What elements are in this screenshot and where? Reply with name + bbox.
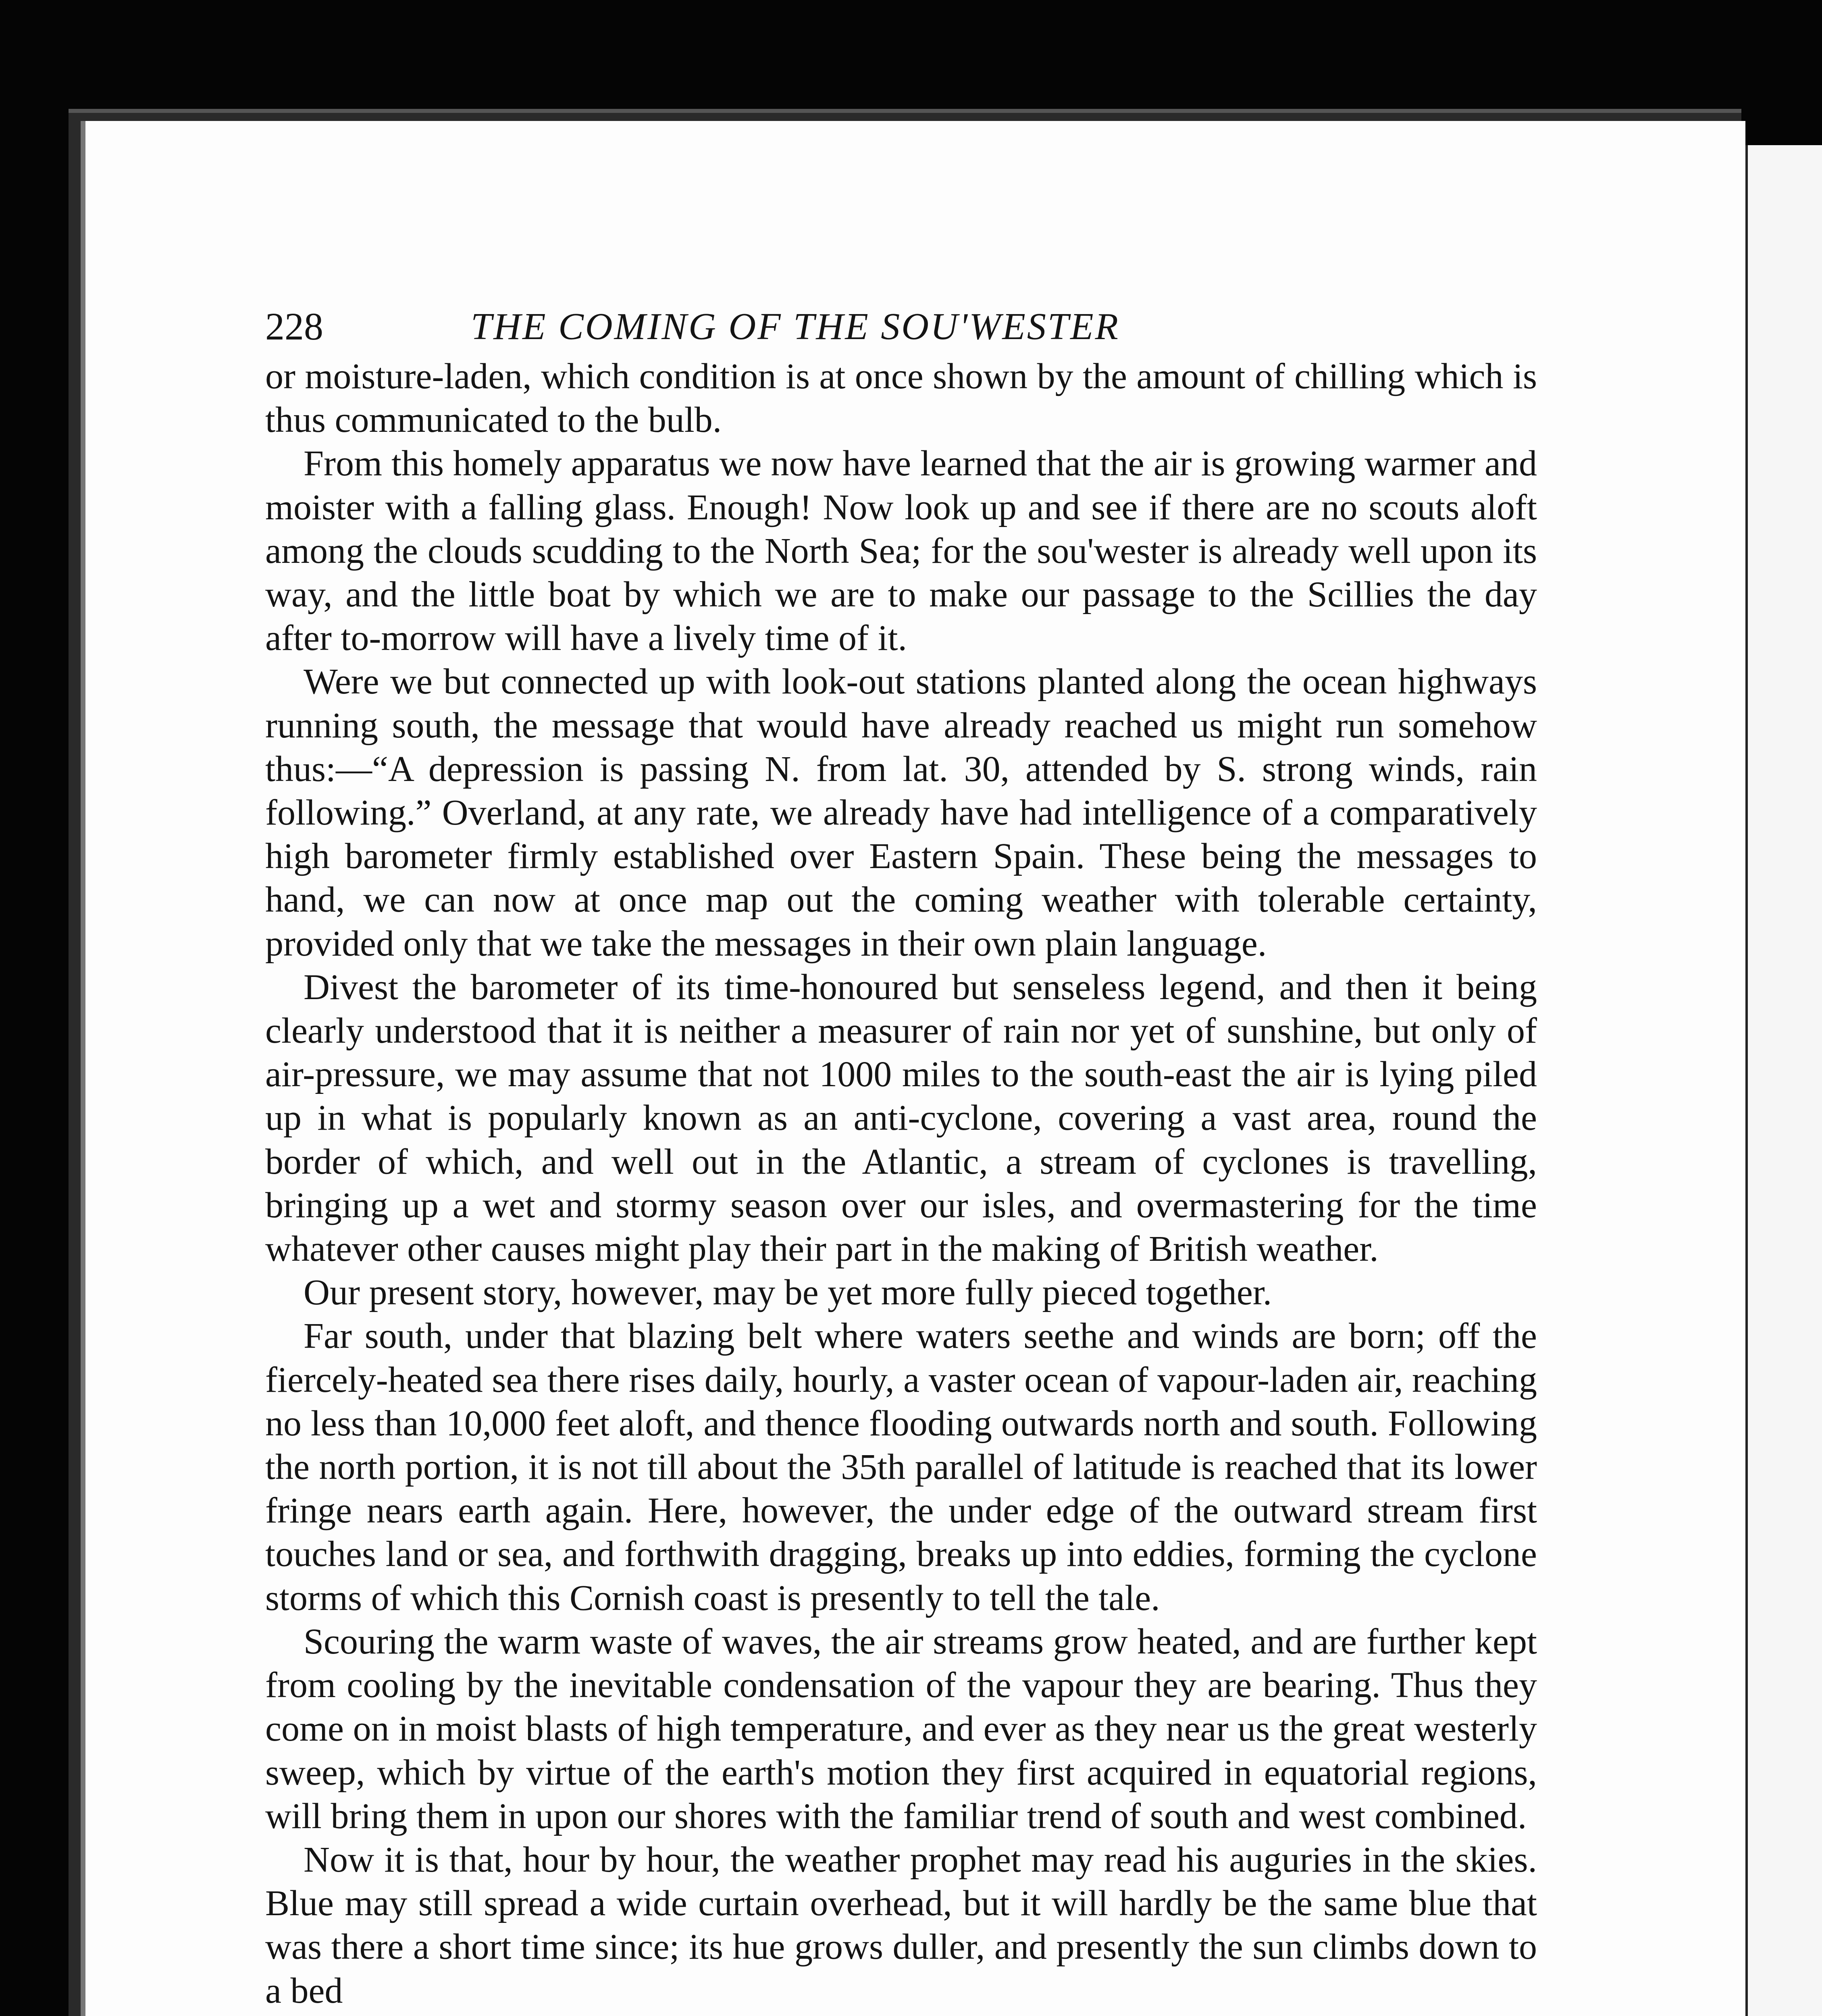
next-page-edge <box>1745 145 1822 2016</box>
paragraph: From this homely apparatus we now have learned that the air is growing warmer and moister with a falling glass. Enough! Now look up and see if there are no scouts aloft among the clouds scudding to the North Sea; for the sou'wester is already well upon its way, and the little boat by which we are to make our passage to the Scillies the day after to-morrow will have a lively time of it. <box>265 444 1537 658</box>
body-text <box>265 355 1537 2013</box>
paragraph: Were we but connected up with look-out stations planted along the ocean highways running south, the message that would have already reached us might run somehow thus:—“A depression is passing N. from lat. 30, attended by S. strong winds, rain following.” Overland, at any rate, we already have had intelligence of a comparatively high barometer firmly established over Eastern Spain. These being the messages to hand, we can now at once map out the coming weather with tolerable certainty, provided only that we take the messages in their own plain language. <box>265 662 1537 964</box>
running-head <box>265 298 1537 355</box>
paragraph: Our present story, however, may be yet more fully pieced together. <box>304 1272 1272 1313</box>
paragraph: or moisture-laden, which condition is at once shown by the amount of chilling which is thus communicated to the bulb. <box>265 356 1537 440</box>
paragraph: Far south, under that blazing belt where waters seethe and winds are born; off the fiercely-heated sea there rises daily, hourly, a vaster ocean of vapour-laden air, reaching no less than 10,000 feet aloft, and thence flooding outwards north and south. Following the north portion, it is not till about the 35th parallel of latitude is reached that its lower fringe nears earth again. Here, however, the under edge of the outward stream first touches land or sea, and forthwith dragging, breaks up into eddies, forming the cyclone storms of which this Cornish coast is presently to tell the tale. <box>265 1316 1537 1618</box>
page-text-block <box>265 298 1537 2013</box>
paragraph: Divest the barometer of its time-honoured but senseless legend, and then it being clearly understood that it is neither a measurer of rain nor yet of sunshine, but only of air-pressure, we may assume that not 1000 miles to the south-east the air is lying piled up in what is popularly known as an anti-cyclone, covering a vast area, round the border of which, and well out in the Atlantic, a stream of cyclones is travelling, bringing up a wet and stormy season over our isles, and overmastering for the time whatever other causes might play their part in the making of British weather. <box>265 967 1537 1269</box>
page-number: 228 <box>265 305 323 348</box>
paragraph: Now it is that, hour by hour, the weather prophet may read his auguries in the skies. Blue may still spread a wide curtain overhead, but it will hardly be the same blue that was there a short time since; its hue grows duller, and presently the sun climbs down to a bed <box>265 1839 1537 2011</box>
paragraph: Scouring the warm waste of waves, the air streams grow heated, and are further kept from cooling by the inevitable condensation of the vapour they are bearing. Thus they come on in moist blasts of high temperature, and ever as they near us the great westerly sweep, which by virtue of the earth's motion they first acquired in equatorial regions, will bring them in upon our shores with the familiar trend of south and west combined. <box>265 1621 1537 1836</box>
running-title: THE COMING OF THE SOU'WESTER <box>471 306 1120 348</box>
